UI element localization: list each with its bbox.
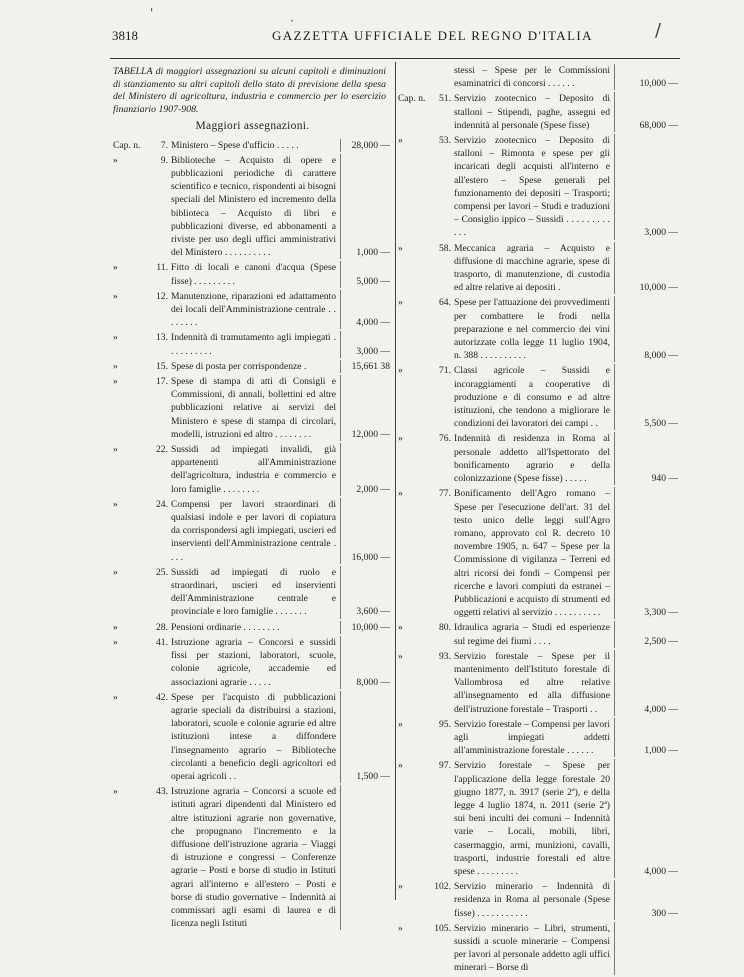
ledger-entry <box>398 432 680 485</box>
entry-text: Bonificamento dell'Agro romano – Spese per l'esecuzione dell'art. 31 del testo unico delle leggi sull'Agro romano, approvato col R. decreto 10 novembre 1905, n. 647 – Spese per la Commissione di vigilanza – Terreni ed altri ricorsi dei fondi – Compensi per ricerche e lavori compiuti da estranei – Pubblicazioni e acquisto di strumenti ed oggetti relativi al servizio . . . . . . . . . . <box>454 487 615 619</box>
entry-amount: 2,500 — <box>644 635 678 647</box>
entry-text: Servizio forestale – Compensi per lavori agli impiegati addetti all'amministrazione forestale . . . . . . <box>454 718 615 758</box>
ledger-entry <box>113 154 392 260</box>
entry-text: Biblioteche – Acquisto di opere e pubblicazioni periodiche di carattere scientifico e tecnico, rispondenti ai bisogni speciali del Ministero ed incremento della biblioteca – Acquisto di libri e pubblicazioni diverse, ed abbonamenti a riviste per uso degli uffici amministrativi del Ministero . . . . . . . . . . <box>171 154 341 260</box>
entry-cap: » <box>398 433 403 445</box>
entry-cap: Cap. n. <box>113 139 141 151</box>
entry-amount: 940 — <box>651 473 678 485</box>
entry-cap: » <box>398 650 403 662</box>
entry-cap: » <box>398 760 403 772</box>
entry-text: Pensioni ordinarie . . . . . . . . <box>171 621 341 634</box>
ledger-entry <box>398 364 680 430</box>
ledger-entry <box>113 443 392 496</box>
ledger-entry <box>398 621 680 647</box>
ledger-entry <box>113 375 392 441</box>
ledger-entry <box>398 718 680 758</box>
stray-mark: ' <box>150 6 154 20</box>
entry-text: Servizio zootecnico – Deposito di stalloni – Rimonta e spese per gli incaricati degli acquisti all'interno e all'estero – Spese generali pel funzionamento dei depositi – Trasporti; compensi per lavori – Studi e traduzioni – Consiglio ippico – Sussidi . . . . . . . . . . . . <box>454 134 615 240</box>
entry-amount: 4,000 — <box>644 865 678 877</box>
entry-number: 25. <box>156 566 168 578</box>
entry-text: Istruzione agraria – Concorsi a scuole ed istituti agrari dipendenti dal Ministero ed altre istituzioni agrarie non governative, che propugnano l'incremento e la diffusione dell'istruzione agraria – Viaggi di istruzione e congressi – Conferenze agrarie – Posti e borse di studio in Istituti agrari all'interno e all'estero – Posti e borse di studio governative – Indennità ai commissari agli esami di laurea e di licenza negli Istituti <box>171 785 341 930</box>
entry-text: Sussidi ad impiegati di ruolo e straordinari, uscieri ed inservienti dell'Amministrazione centrale e provinciale e loro famiglie . . . . . . . <box>171 566 341 619</box>
entry-amount: 3,000 — <box>356 345 390 357</box>
entry-amount: 3,600 — <box>356 606 390 618</box>
entry-amount: 28,000 — <box>351 139 390 151</box>
entry-amount: 1,000 — <box>356 247 390 259</box>
entry-amount: 4,000 — <box>644 703 678 715</box>
ledger-entry <box>113 139 392 152</box>
ledger-entry <box>398 922 680 975</box>
ledger-entry <box>113 566 392 619</box>
entry-text: Classi agricole – Sussidi e incoraggiamenti a cooperative di produzione e di consumo e ad altre istituzioni, che tendono a migliorare le condizioni dei lavoratori dei campi . . <box>454 364 615 430</box>
stray-mark: · <box>290 14 294 28</box>
entry-text: Servizio minerario – Libri, strumenti, sussidi a scuole minerarie – Compensi per lavori al personale addetto agli uffici minerari – Borse di <box>454 922 615 975</box>
entry-amount: 5,000 — <box>356 275 390 287</box>
entry-amount: 10,000 — <box>639 78 678 90</box>
entry-cap: » <box>398 242 403 254</box>
entry-text: Servizio forestale – Spese per l'applicazione della legge forestale 20 giugno 1877, n. 3917 (serie 2ª), e della legge 4 luglio 1874, n. 2011 (serie 2ª) sui beni inculti dei comuni – Indennità varie – Locali, mobili, libri, casermaggio, armi, munizioni, cavalli, trasporti, industrie forestali ed altre spese . . . . . . . . . <box>454 759 615 878</box>
entry-number: 24. <box>156 498 168 510</box>
stray-mark: / <box>655 20 662 41</box>
entry-text: Ministero – Spese d'ufficio . . . . . <box>171 139 341 152</box>
ledger-entry <box>398 134 680 240</box>
entry-text: Spese di posta per corrispondenze . <box>171 360 341 373</box>
entry-cap <box>398 64 426 90</box>
column-divider <box>395 62 396 900</box>
entry-cap: » <box>398 622 403 634</box>
entry-amount: 3,000 — <box>644 227 678 239</box>
entry-amount: 3,300 — <box>644 607 678 619</box>
ledger-entry <box>113 621 392 634</box>
entry-cap: » <box>113 621 118 633</box>
left-column <box>113 64 392 932</box>
entry-number: 11. <box>156 262 168 274</box>
entry-text: Indennità di residenza in Roma al personale addetto all'Ispettorato del bonificamento agrario e della colonizzazione (Spese fisse) . . . . . <box>454 432 615 485</box>
ledger-entry <box>113 360 392 373</box>
entry-amount: 1,500 — <box>356 770 390 782</box>
entry-amount: 15,661 38 <box>351 360 390 372</box>
ledger-entry <box>398 242 680 295</box>
entry-cap: » <box>113 498 118 510</box>
entry-cap: » <box>113 262 118 274</box>
ledger-entry <box>398 759 680 878</box>
entry-number: 22. <box>156 444 168 456</box>
entry-text: stessi – Spese per le Commissioni esaminatrici di concorsi . . . . . . <box>454 64 615 90</box>
ledger-entry <box>113 636 392 689</box>
entry-number: 28. <box>156 621 168 633</box>
entry-cap: » <box>113 290 118 302</box>
entry-number: 15. <box>156 360 168 372</box>
entry-cap: » <box>113 786 118 798</box>
entry-text: Meccanica agraria – Acquisto e diffusione di macchine agrarie, spese di trasporto, di manutenzione, di custodia ed altre relative ai depositi . <box>454 242 615 295</box>
ledger-entry <box>113 498 392 564</box>
entry-number: 43. <box>156 786 168 798</box>
ledger-entry <box>398 296 680 362</box>
entry-amount: 5,500 — <box>644 418 678 430</box>
entry-text: Fitto di locali e canoni d'acqua (Spese fisse) . . . . . . . . . <box>171 261 341 287</box>
entry-text: Spese per l'acquisto di pubblicazioni agrarie speciali da distribuirsi a stazioni, laboratori, scuole e colonie agrarie ed altre istituzioni intese a diffondere l'insegnamento agrario – Biblioteche circolanti a beneficio degli agricoltori ed operai agricoli . . <box>171 691 341 783</box>
entry-text: Indennità di tramutamento agli impiegati . . . . . . . . . . <box>171 331 341 357</box>
ledger-entry <box>113 691 392 783</box>
ledger-entry <box>398 92 680 132</box>
entry-number: 51. <box>439 93 451 105</box>
entry-amount: 10,000 — <box>351 621 390 633</box>
continuation-entry <box>398 64 680 90</box>
entry-number: 42. <box>156 691 168 703</box>
entry-text: Istruzione agraria – Concorsi e sussidi fissi per stazioni, laboratori, scuole, colonie agricole, accademie ed associazioni agrarie . . . . . <box>171 636 341 689</box>
entry-amount: 4,000 — <box>356 317 390 329</box>
entry-cap: » <box>113 444 118 456</box>
entry-number: 53. <box>439 135 451 147</box>
entry-number: 102. <box>434 881 451 893</box>
ledger-entry <box>113 331 392 357</box>
entry-amount: 10,000 — <box>639 282 678 294</box>
entry-amount: 12,000 — <box>351 428 390 440</box>
entry-number: 97. <box>439 760 451 772</box>
entry-cap: » <box>398 922 403 934</box>
entry-text: Servizio zootecnico – Deposito di stalloni – Stipendi, paghe, assegni ed indennità al personale (Spese fisse) <box>454 92 615 132</box>
entry-text: Idraulica agraria – Studi ed esperienze sul regime dei fiumi . . . . <box>454 621 615 647</box>
ledger-entry <box>113 290 392 330</box>
entry-number: 13. <box>156 332 168 344</box>
ledger-entry <box>398 487 680 619</box>
entry-text: Spese per l'attuazione dei provvedimenti per combattere le frodi nella preparazione e nel commercio dei vini autorizzate colla legge 11 luglio 1904, n. 388 . . . . . . . . . . <box>454 296 615 362</box>
entry-cap: » <box>398 718 403 730</box>
ledger-entry <box>113 261 392 287</box>
entry-number: 105. <box>434 922 451 934</box>
entry-cap: » <box>113 360 118 372</box>
entry-number: 77. <box>439 488 451 500</box>
entry-number: 95. <box>439 718 451 730</box>
entry-amount: 16,000 — <box>351 551 390 563</box>
entry-cap: » <box>398 365 403 377</box>
entry-text: Servizio forestale – Spese per il mantenimento dell'Istituto forestale di Vallombrosa ed altre relative all'insegnamento ed alla diffusione dell'istruzione forestale – Trasporti . . <box>454 650 615 716</box>
entry-cap: » <box>113 691 118 703</box>
entry-cap: » <box>113 332 118 344</box>
entry-number: 41. <box>156 636 168 648</box>
running-head <box>112 22 684 48</box>
entry-cap: » <box>398 135 403 147</box>
entry-amount: 1,000 — <box>644 745 678 757</box>
journal-title: GAZZETTA UFFICIALE DEL REGNO D'ITALIA <box>272 28 593 43</box>
entry-cap: » <box>398 297 403 309</box>
section-heading: Maggiori assegnazioni. <box>195 120 310 133</box>
entry-cap: » <box>113 566 118 578</box>
entry-cap: » <box>113 154 118 166</box>
entry-text: Sussidi ad impiegati invalidi, già appartenenti all'Amministrazione dell'agricoltura, industria e commercio e loro famiglie . . . . . . . . <box>171 443 341 496</box>
entry-number: 64. <box>439 297 451 309</box>
ledger-entry <box>398 650 680 716</box>
entry-number: 71. <box>439 365 451 377</box>
entry-number: 12. <box>156 290 168 302</box>
entry-amount: 8,000 — <box>644 350 678 362</box>
entry-number: 76. <box>439 433 451 445</box>
entry-text: Spese di stampa di atti di Consigli e Commissioni, di annali, bollettini ed altre pubblicazioni relative ai servizi del Ministero e spese di stampa di circolari, modelli, istruzioni ed altro . . . . . . . . <box>171 375 341 441</box>
entry-amount: 2,000 — <box>356 483 390 495</box>
entry-number: 17. <box>156 376 168 388</box>
entry-amount: 8,000 — <box>356 676 390 688</box>
entry-cap: Cap. n. <box>398 93 426 105</box>
entry-number: 93. <box>439 650 451 662</box>
table-heading: TABELLA di maggiori assegnazioni su alcuni capitoli e diminuzioni di stanziamento su altri capitoli dello stato di previsione della spesa del Ministero di agricoltura, industria e commercio per lo esercizio finanziario 1907-908. <box>113 66 386 115</box>
entry-number: 9. <box>160 154 168 166</box>
ledger-entry <box>113 785 392 930</box>
entry-text: Servizio minerario – Indennità di residenza in Roma al personale (Spese fisse) . . . . . . . . . . . <box>454 880 615 920</box>
entry-number: 80. <box>439 622 451 634</box>
left-entries <box>113 139 392 931</box>
entry-number: 58. <box>439 242 451 254</box>
top-rule <box>110 58 680 59</box>
right-column <box>398 64 680 977</box>
entry-number <box>429 64 451 90</box>
entry-amount: 300 — <box>651 907 678 919</box>
right-entries <box>398 92 680 974</box>
entry-cap: » <box>113 636 118 648</box>
entry-cap: » <box>398 488 403 500</box>
entry-cap: » <box>113 376 118 388</box>
entry-text: Manutenzione, riparazioni ed adattamento dei locali dell'Amministrazione centrale . . . . . . . . <box>171 290 341 330</box>
entry-number: 7. <box>160 139 168 151</box>
entry-text: Compensi per lavori straordinari di qualsiasi indole e per lavori di copiatura da corrispondersi agli impiegati, uscieri ed inservienti dell'Amministrazione centrale . . . . <box>171 498 341 564</box>
entry-cap: » <box>398 881 403 893</box>
entry-amount: 68,000 — <box>639 119 678 131</box>
page-number: 3818 <box>112 28 138 43</box>
